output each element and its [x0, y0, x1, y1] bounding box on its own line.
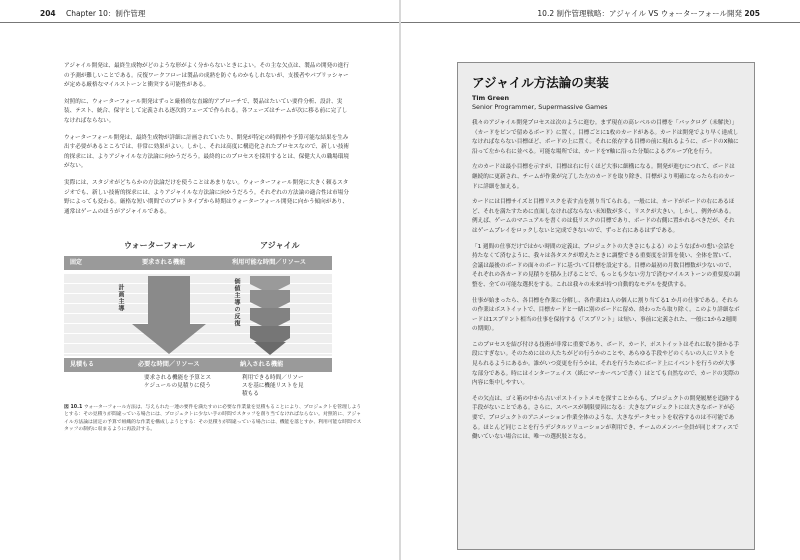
waterfall-vertical-label: 計画主導: [117, 284, 124, 312]
body-text: [64, 62, 350, 224]
paragraph: 仕事が始まったら、各目標を作業に分解し、各作業は1人の個人に割り当てる1 か月の仕事である。それらの作業はボストイットで、目標カードと一緒に別のボードに留め、終わったら取り除く。このより詳細なボードは1スプリント相当の仕事を保持する（「スプリント」は短い、事前に定義された、一般に1から2週間の期間）。: [472, 297, 740, 333]
estimate-band: [64, 358, 332, 372]
waterfall-note: 要求される機能を予算とスケジュールの見積りに使う: [144, 375, 212, 389]
section-title: 10.2 制作管理戦略：アジャイル VS ウォーターフォール開発: [537, 9, 742, 18]
paragraph: 実際には、スタジオがどちらかの方法論だけを使うことはあまりない。ウォーターフォール開発に大きく頼るスタジオでも、新しい技術的探求には、よりアジャイルな方法論に向かうだろう。それぞれの方法論の適合性は市場分野によっても変わる。厳格な短い期間でのプロトタイプから時期はウォーターフォール開発に向かう傾向があり、通常はゲームのほうがアジャイルである。: [64, 179, 349, 215]
page-number: 204: [40, 9, 56, 18]
agile-chevron: [254, 342, 286, 355]
sidebar-body: [472, 119, 740, 449]
figure-body: [64, 274, 332, 356]
paragraph: カードには目標サイズと目標リスクを表す点を割り当てられる。一般には、カードがボードの右にあるほど、それを満たすために直面しなければならない未知数が多く、リスクが大きい。しかし、例外がある。例えば、ゲームのマニュアルを書くのは低リスクの目標であり、ボードの右側に置かれるべきだが、それはゲームプレイをロックしないと完成できないので、ずっと右にあるはずである。: [472, 199, 735, 234]
figure-caption: [64, 404, 364, 434]
page-header: [401, 6, 800, 23]
paragraph: 「1 週間の仕事だけではかい時間の定義は、プロジェクトの大きさにもよる）のようなばかの想い会話を持たなくて済むように、我々は各タスクが増えたときに調整できる重要度を計算を使い、全体を置いて、会議は最後のボードの面々のボードに基づいて目標を設定する。目標の最初の月数目標数が少ないので、それぞれの各カードの見積りを積み上げることで、もっとも少ない労力で済むマイルストーンの重要度の調整を、全ての可能な選択をする。これは我々の未来が持つ自動的なモデルを提供する。: [472, 243, 740, 288]
sidebar-role: Senior Programmer, Supermassive Games: [472, 103, 608, 111]
paragraph: ウォーターフォール開発は、最終生成物が詳細に計画されていたり、開発が特定の時間枠や予算可能な結果を生み出す必要があるところでは、非常に効果がよい。しかし、それは高度に構造化されたプロセスなので、新しい技術的探求には、よりアジャイルな方法論に向かうだろう。最終的にのプロセスを採用するとは、保健大人の職場環境がない。: [64, 134, 350, 170]
sidebar-title: アジャイル方法論の実装: [472, 75, 609, 90]
paragraph: アジャイル開発は、最終生成物がどのような形がよく分からないときによい。その主な欠点は、製品の開発の進行の予測が難しいことである。反復ワークフローは製品の成熟を防ぐものかもしれないが、支援者やパブリッシャーが定める厳格なマイルストーンと衝突する可能性がある。: [64, 63, 349, 89]
paragraph: その欠点は、ゴミ箱の中から古いポストイットメモを探すことからも、プロジェクトの開発履歴を追跡する手段がないことである。さらに、スペースが制限要因になる：大きなプロジェクトには大きなボードが必要で、プロジェクトのアニメーション作業全体のような、大きなデータセットを収容するのは不可能である。ほとんど同じことを行うデジタルソリューションが利用でき、チームのメンバー全員が同じオフィスで働いていない場合には、唯一の選択肢となる。: [472, 395, 740, 441]
agile-note: 利用できる時間／リソースを基に機能リストを見積もる: [242, 375, 304, 397]
estimate-label: 見積もる: [70, 361, 95, 368]
waterfall-column-title: ウォーターフォール: [124, 241, 195, 250]
chapter-title: Chapter 10：制作管理: [66, 9, 146, 18]
caption-text: ウォーターフォール方法は、与えられた一連の要件を満たすのに必要な作業量を見積もることにより、プロジェクトを管理しようとする：その見積りが間違っている場合には、プロジェクトに少ない手の時間でスタッフを削り当てなければならない。対照的に、アジャイル方法論は固定の予算で組織的な作業を構成しようとする：その見積りが間違っている場合には、機能を落とすか、利用可能な時間でスタッフの制約に収まるように再設計する。: [64, 405, 362, 433]
paragraph: 対照的に、ウォーターフォール開発はずっと厳格的な直線的アプローチで、製品はたいてい要件分析、設計、実装、テスト、統合、保守として定義される逐次的フェーズで作られる。各フェーズはチームが次に移る前に完了しなければならない。: [64, 98, 348, 124]
figure-arrows: [64, 274, 332, 356]
paragraph: 左のカードは最小目標を示すが、目標は右に行くほど大事に細構になる。開発が進むにつれて、ボードは継続的に更新され、チームが作業が完了した左のカードを取り除き、目標がより明確になったら右のカードに詳細を加える。: [472, 164, 736, 190]
waterfall-arrow: [132, 276, 206, 354]
caption-label: 図 10.1: [64, 405, 83, 410]
paragraph: このプロセスを結び付ける技術が非常に重要であり、ボード、カード、ポストイットはそれに取り掛かる手段にすぎない。そのためにはの人たちがどの行うかのことや、あらゆる手段やどのくらいの人にリストを見られるようにあるか。誰がいつ変更を行うかは、それを行うためにボード上にイベントを行うのが大事な部分である。時にはインターフェイス（紙にマーカーペンで書く）はとても自然なので、カードの実際の内容に集中しやすい。: [472, 341, 740, 387]
sidebar-box: [457, 62, 755, 550]
agile-fixed-text: 利用可能な時間／リソース: [232, 259, 306, 266]
left-page: [0, 0, 399, 560]
fixed-band: [64, 256, 332, 270]
agile-estimate-text: 納入される機能: [240, 361, 284, 368]
fixed-label: 固定: [70, 259, 83, 266]
agile-vertical-label: 価値主導の反復: [233, 278, 240, 327]
waterfall-estimate-text: 必要な時間／リソース: [138, 361, 200, 368]
page-header: [0, 6, 399, 23]
paragraph: 我々のアジャイル開発プロセスは次のように進む。まず現在の高レベルの目標を「バックログ（未解決）」（カードをピンで留めるボード）に置く。目標ごとに1枚のカードがある。カードは開発でより早く達成しなければならない目標ほど、ボードの上に置く。それに依存する目標の前に現れるように、ボードのX軸に沿って左から右に並べる。可能な場所では、カードをY軸に沿った分類によるグループ化を行う。: [472, 120, 739, 155]
page-number: 205: [744, 9, 760, 18]
agile-column-title: アジャイル: [260, 241, 300, 250]
sidebar-author: Tim Green: [472, 94, 510, 102]
waterfall-fixed-text: 要求される機能: [142, 259, 186, 266]
comparison-figure: [64, 240, 332, 398]
right-page: [401, 0, 800, 560]
